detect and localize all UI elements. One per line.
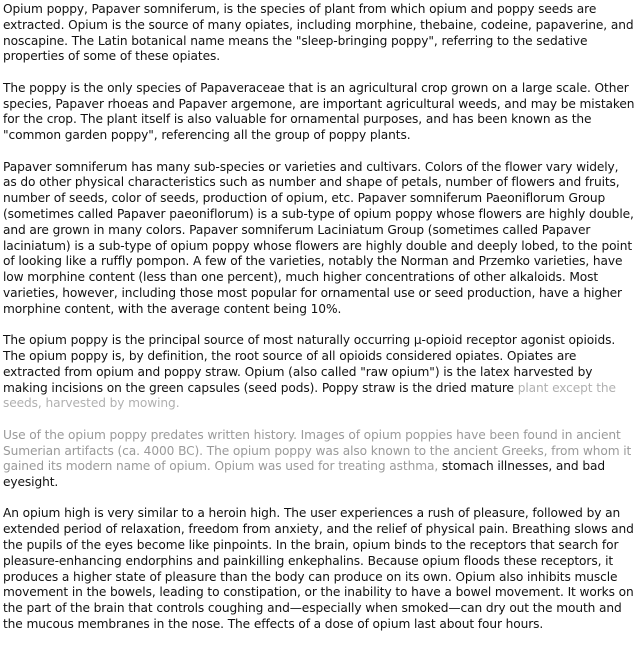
paragraph-varieties: Papaver somniferum has many sub-species or varieties and cultivars. Colors of the flower vary widely, as do other physical characteristics such as number and shape of petals, number of flowers and fruits, number of seeds, color of seeds, production of opium, etc. Papaver somniferum Paeoniflorum Group (sometimes called Papaver paeoniflorum) is a sub-type of opium poppy whose flowers are highly double, and are grown in many colors. Papaver somniferum Laciniatum Group (sometimes called Papaver laciniatum) is a sub-type of opium poppy whose flowers are highly double and deeply lobed, to the point of looking like a ruffly pompon. A few of the varieties, notably the Norman and Przemko varieties, have low morphine content (less than one percent), much higher concentrations of other alkaloids. Most varieties, however, including those most popular for ornamental use or seed production, have a higher morphine content, with the average content being 10%. [3, 159, 634, 316]
paragraph-history-main: stomach illnesses, and bad eyesight. [3, 459, 605, 490]
paragraph-opioid-source [3, 333, 635, 412]
paragraph-history [3, 428, 635, 491]
paragraph-opioid-source-main: The opium poppy is the principal source of most naturally occurring μ-opioid receptor agonist opioids. The opium poppy is, by definition, the root source of all opioids considered opiates. Opiates are extracted from opium and poppy straw. Opium (also called "raw opium") is the latex harvested by making incisions on the green capsules (seed pods). Poppy straw is the dried mature [3, 333, 616, 395]
paragraph-opioid-source-faded: plant except the seeds, harvested by mowing. [3, 380, 616, 411]
paragraph-agricultural-crop: The poppy is the only species of Papaveraceae that is an agricultural crop grown on a large scale. Other species, Papaver rhoeas and Papaver argemone, are important agricultural weeds, and may be mistaken for the crop. The plant itself is also valuable for ornamental purposes, and has been known as the "common garden poppy", referencing all the group of poppy plants. [3, 80, 635, 143]
paragraph-opium-high: An opium high is very similar to a heroin high. The user experiences a rush of pleasure, followed by an extended period of relaxation, freedom from anxiety, and the relief of physical pain. Breathing slows and the pupils of the eyes become like pinpoints. In the brain, opium binds to the receptors that search for pleasure-enhancing endorphins and painkilling enkephalins. Because opium floods these receptors, it produces a higher state of pleasure than the body can produce on its own. Opium also inhibits muscle movement in the bowels, leading to constipation, or the inability to have a bowel movement. It works on the part of the brain that controls coughing and—especially when smoked—can dry out the mouth and the mucous membranes in the nose. The effects of a dose of opium last about four hours. [3, 506, 634, 632]
paragraph-opium-poppy-intro: Opium poppy, Papaver somniferum, is the species of plant from which opium and poppy seeds are extracted. Opium is the source of many opiates, including morphine, thebaine, codeine, papaverine, and noscapine. The Latin botanical name means the "sleep-bringing poppy", referring to the sedative properties of some of these opiates. [3, 2, 634, 64]
paragraph-history-faded: Use of the opium poppy predates written history. Images of opium poppies have been found in ancient Sumerian artifacts (ca. 4000 BC). The opium poppy was also known to the ancient Greeks, from whom it gained its modern name of opium. Opium was used for treating asthma, [3, 427, 632, 474]
document-body [3, 2, 635, 648]
